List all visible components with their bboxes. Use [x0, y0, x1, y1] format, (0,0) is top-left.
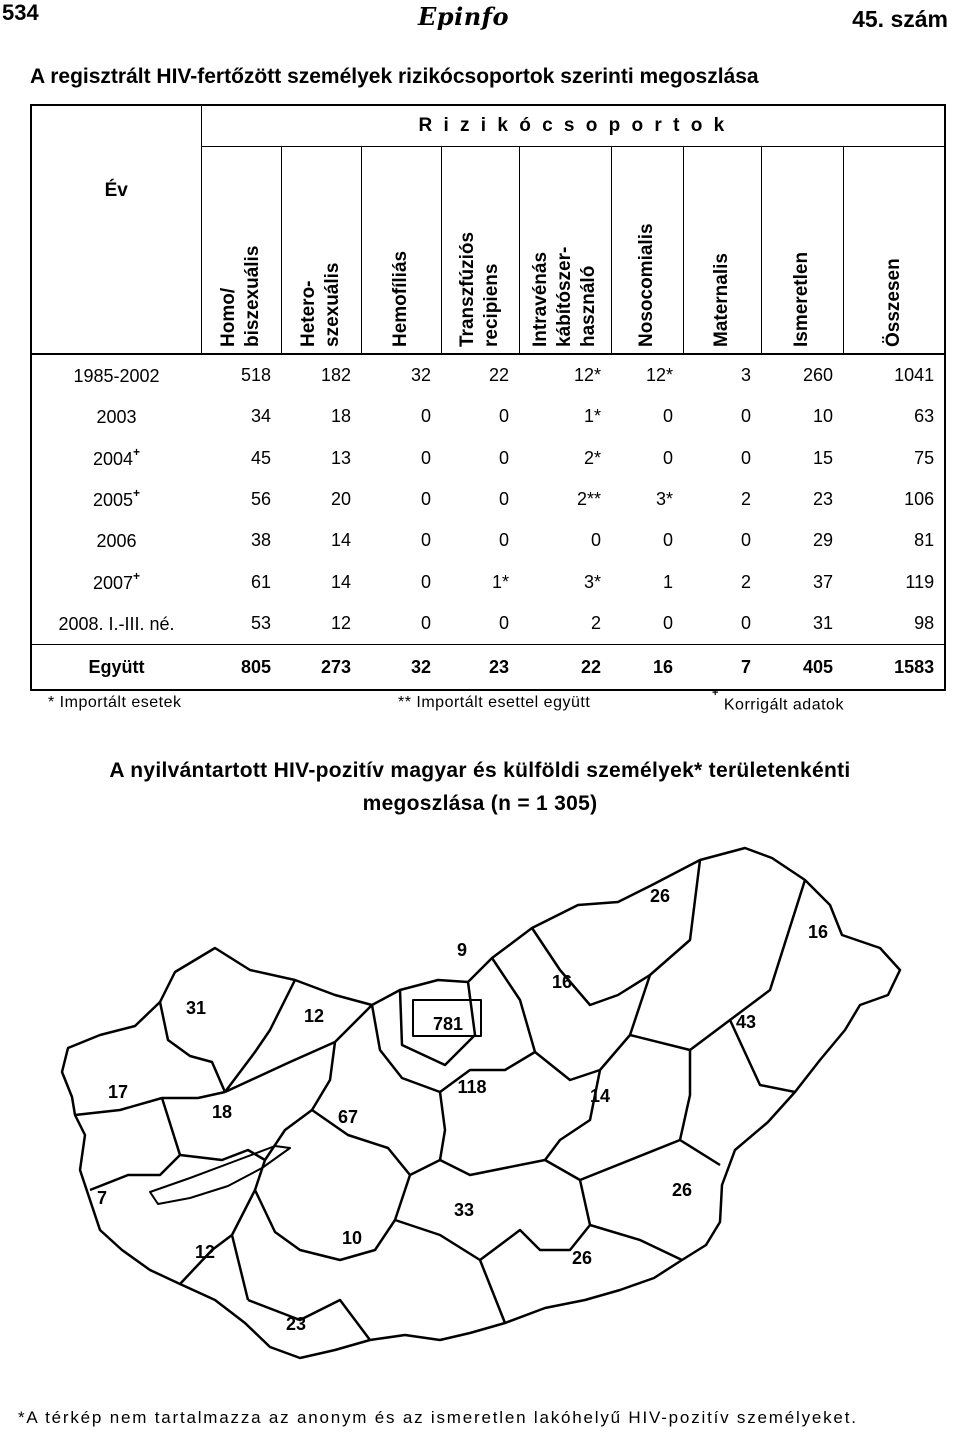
- total-cell: 22: [519, 645, 611, 691]
- note-imported-with: ** Importált esettel együtt: [398, 694, 591, 711]
- risk-groups-header: R i z i k ó c s o p o r t o k: [201, 105, 945, 147]
- table-cell: 2: [740, 571, 751, 592]
- table-title: A regisztrált HIV-fertőzött személyek rizikócsoportok szerinti megoszlása: [30, 65, 759, 88]
- table-row: [31, 354, 945, 396]
- table-cell: 12*: [645, 365, 673, 386]
- table-cell: 0: [420, 571, 431, 592]
- table-cell: 2: [740, 489, 751, 510]
- table-row: [31, 396, 945, 437]
- table-row: [31, 438, 945, 479]
- table-cell: 18: [330, 406, 351, 427]
- total-cell: 23: [441, 645, 519, 691]
- table-cell: 2*: [583, 447, 601, 468]
- table-cell: 56: [250, 489, 271, 510]
- column-header: Hetero- szexuális: [281, 147, 361, 355]
- year-cell: 2003: [31, 396, 201, 437]
- table-cell: 23: [812, 489, 833, 510]
- table-row: [31, 603, 945, 645]
- total-cell: 273: [281, 645, 361, 691]
- issue-number: 45. szám: [852, 6, 948, 32]
- county-value-label: 31: [185, 998, 207, 1018]
- column-header: Összesen: [843, 147, 945, 355]
- table-cell: 260: [802, 365, 833, 386]
- table-cell: 182: [320, 365, 351, 386]
- column-header: Transzfúziós recipiens: [441, 147, 519, 355]
- county-value-label: 781: [432, 1014, 464, 1034]
- county-value-label: 17: [107, 1082, 129, 1102]
- county-value-label: 26: [571, 1248, 593, 1268]
- year-cell: 2007+: [31, 561, 201, 602]
- county-value-label: 33: [453, 1200, 475, 1220]
- county-value-label: 67: [337, 1107, 359, 1127]
- table-row: [31, 561, 945, 602]
- table-cell: 0: [662, 447, 673, 468]
- table-row: [31, 479, 945, 520]
- column-header: Intravénás kábítószer- használó: [519, 147, 611, 355]
- column-header: Nosocomialis: [611, 147, 683, 355]
- table-cell: 34: [250, 406, 271, 427]
- table-cell: 31: [812, 612, 833, 633]
- year-column-header: Év: [31, 105, 201, 354]
- note-imported: * Importált esetek: [48, 694, 182, 711]
- total-cell: 32: [361, 645, 441, 691]
- table-cell: 20: [330, 489, 351, 510]
- table-cell: 0: [420, 406, 431, 427]
- table-cell: 14: [330, 571, 351, 592]
- table-cell: 0: [740, 530, 751, 551]
- table-cell: 0: [498, 406, 509, 427]
- table-cell: 1: [662, 571, 673, 592]
- table-cell: 0: [590, 530, 601, 551]
- county-value-label: 7: [96, 1188, 108, 1208]
- total-label: Együtt: [31, 645, 201, 691]
- column-header: Hemofíliás: [361, 147, 441, 355]
- county-value-label: 12: [303, 1006, 325, 1026]
- table-cell: 10: [812, 406, 833, 427]
- page-number: 534: [2, 0, 39, 25]
- table-cell: 0: [420, 489, 431, 510]
- table-cell: 3: [740, 365, 751, 386]
- total-cell: 405: [761, 645, 843, 691]
- county-value-label: 43: [735, 1012, 757, 1032]
- risk-group-table: [30, 104, 946, 691]
- total-cell: 805: [201, 645, 281, 691]
- county-value-label: 16: [807, 922, 829, 942]
- county-value-label: 118: [457, 1077, 487, 1097]
- table-cell: 61: [250, 571, 271, 592]
- table-cell: 0: [740, 447, 751, 468]
- table-row: [31, 520, 945, 561]
- table-cell: 32: [410, 365, 431, 386]
- county-value-label: 16: [551, 972, 573, 992]
- table-cell: 37: [812, 571, 833, 592]
- table-cell: 81: [843, 520, 945, 561]
- table-cell: 38: [250, 530, 271, 551]
- map-footnote: *A térkép nem tartalmazza az anonym és az ismeretlen lakóhelyű HIV-pozitív személyeket.: [18, 1408, 858, 1427]
- table-cell: 63: [843, 396, 945, 437]
- table-cell: 1041: [843, 354, 945, 396]
- table-cell: 75: [843, 438, 945, 479]
- county-value-label: 18: [211, 1102, 233, 1122]
- county-value-label: 23: [285, 1314, 307, 1334]
- table-cell: 0: [662, 530, 673, 551]
- publication-logo: Epinfo: [418, 2, 509, 31]
- table-cell: 22: [488, 365, 509, 386]
- year-cell: 2005+: [31, 479, 201, 520]
- county-value-label: 9: [456, 940, 468, 960]
- table-cell: 29: [812, 530, 833, 551]
- column-header: Ismeretlen: [761, 147, 843, 355]
- note-corrected: + Korrigált adatok: [712, 687, 844, 714]
- county-value-label: 14: [589, 1086, 611, 1106]
- county-value-label: 26: [649, 886, 671, 906]
- table-cell: 3*: [583, 571, 601, 592]
- table-cell: 1*: [491, 571, 509, 592]
- total-cell: 16: [611, 645, 683, 691]
- county-value-label: 10: [341, 1228, 363, 1248]
- table-cell: 0: [740, 406, 751, 427]
- table-cell: 0: [420, 447, 431, 468]
- year-cell: 2006: [31, 520, 201, 561]
- hungary-county-map: [0, 830, 960, 1400]
- total-cell: 7: [683, 645, 761, 691]
- table-cell: 106: [843, 479, 945, 520]
- map-title: A nyilvántartott HIV-pozitív magyar és külföldi személyek* területenkénti megoszlása (n = 1 305): [109, 759, 851, 815]
- table-cell: 45: [250, 447, 271, 468]
- table-cell: 518: [240, 365, 271, 386]
- table-cell: 12*: [573, 365, 601, 386]
- year-cell: 1985-2002: [31, 354, 201, 396]
- column-header: Homo/ biszexuális: [201, 147, 281, 355]
- year-cell: 2004+: [31, 438, 201, 479]
- table-cell: 0: [420, 530, 431, 551]
- table-cell: 1*: [583, 406, 601, 427]
- table-cell: 0: [662, 612, 673, 633]
- table-cell: 0: [740, 612, 751, 633]
- table-cell: 2**: [576, 489, 601, 510]
- country-border: [62, 848, 900, 1358]
- table-cell: 53: [250, 612, 271, 633]
- table-cell: 3*: [655, 489, 673, 510]
- county-value-label: 26: [671, 1180, 693, 1200]
- county-value-label: 12: [194, 1242, 216, 1262]
- table-cell: 0: [498, 530, 509, 551]
- table-cell: 12: [330, 612, 351, 633]
- year-cell: 2008. I.-III. né.: [31, 603, 201, 645]
- table-cell: 119: [843, 561, 945, 602]
- table-cell: 0: [498, 447, 509, 468]
- table-cell: 0: [498, 489, 509, 510]
- table-cell: 98: [843, 603, 945, 645]
- table-cell: 2: [590, 612, 601, 633]
- table-cell: 0: [498, 612, 509, 633]
- table-cell: 15: [812, 447, 833, 468]
- table-cell: 14: [330, 530, 351, 551]
- table-cell: 0: [662, 406, 673, 427]
- total-row: [31, 645, 945, 691]
- table-cell: 13: [330, 447, 351, 468]
- table-cell: 0: [420, 612, 431, 633]
- column-header: Maternalis: [683, 147, 761, 355]
- total-cell: 1583: [843, 645, 945, 691]
